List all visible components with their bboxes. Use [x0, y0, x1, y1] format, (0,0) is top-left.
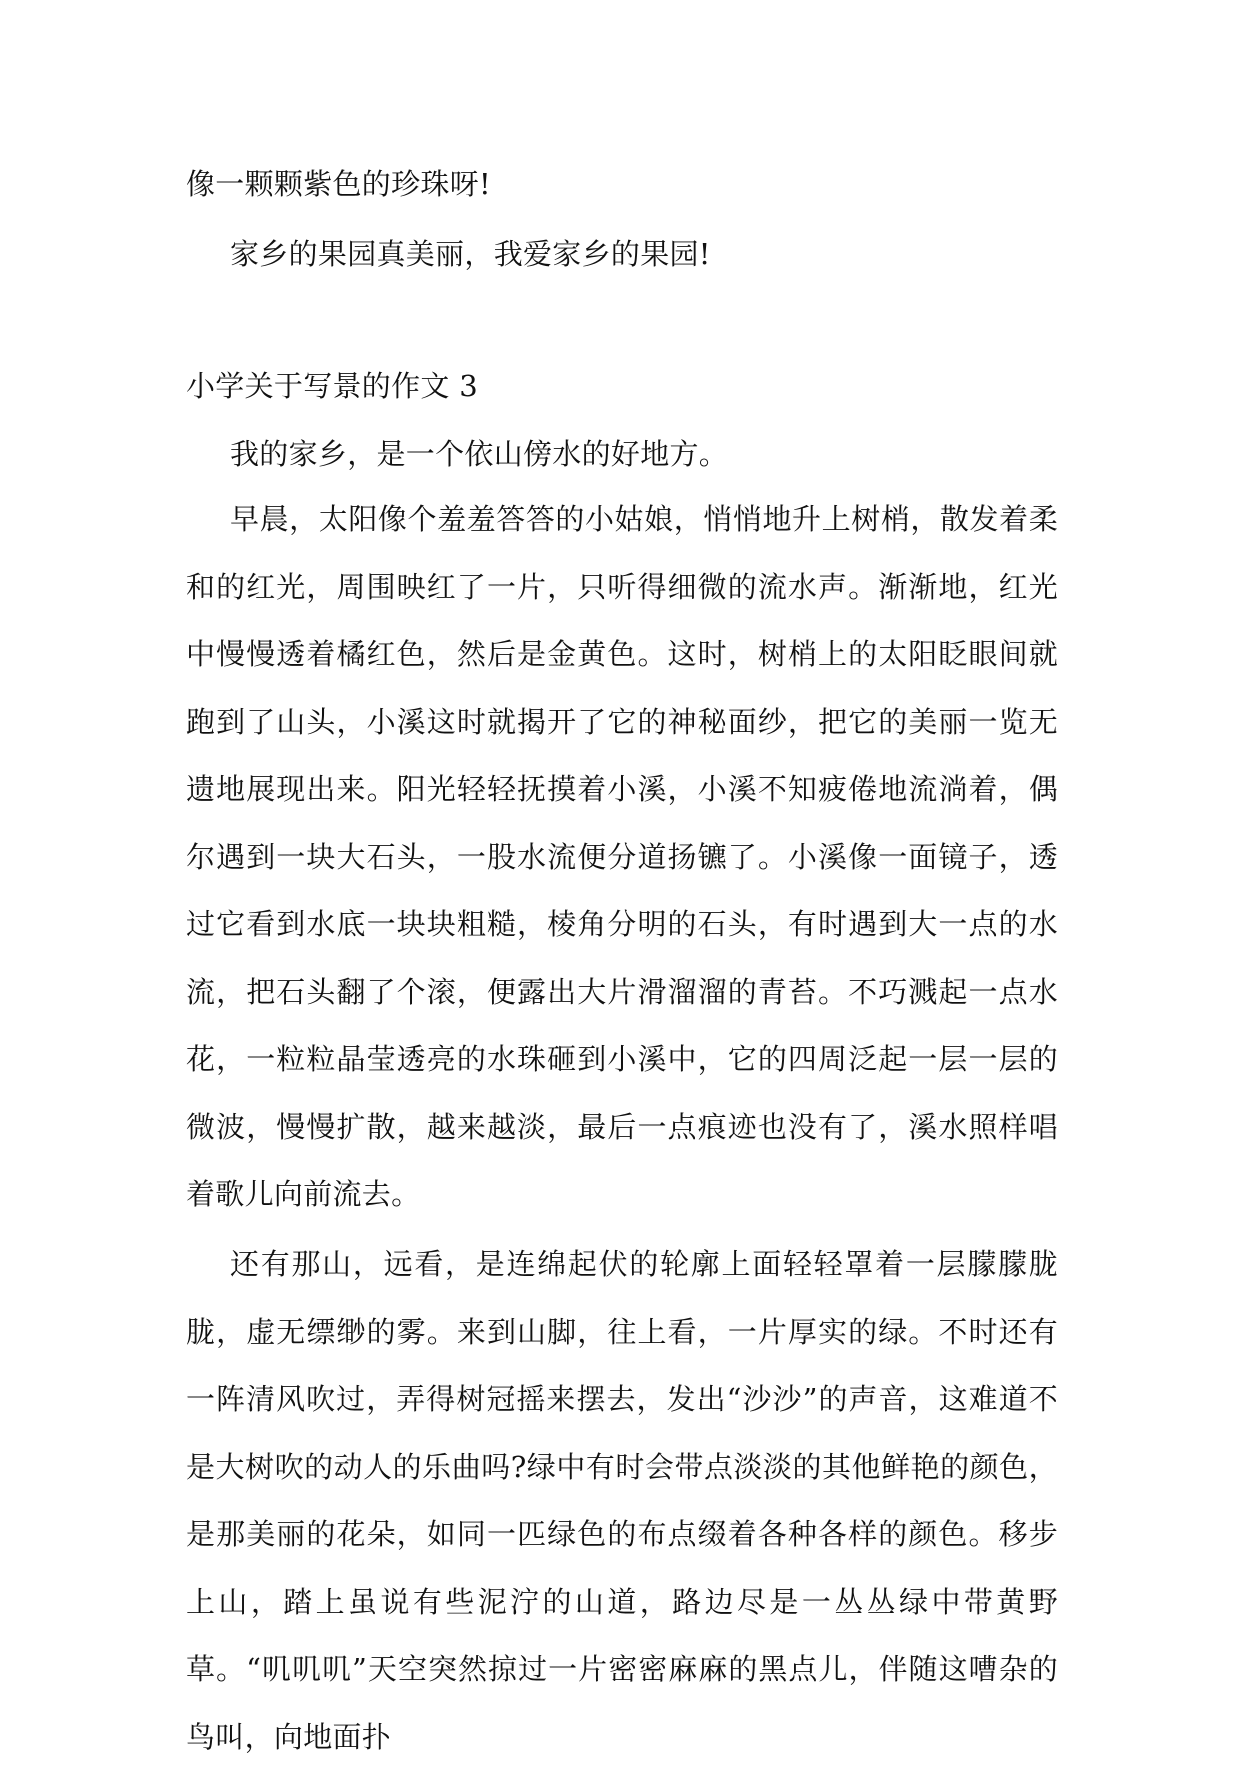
- paragraph-morning: 早晨，太阳像个羞羞答答的小姑娘，悄悄地升上树梢，散发着柔和的红光，周围映红了一片，只听得细微的流水声。渐渐地，红光中慢慢透着橘红色，然后是金黄色。这时，树梢上的太阳眨眼间就跑到了山头，小溪这时就揭开了它的神秘面纱，把它的美丽一览无遗地展现出来。阳光轻轻抚摸着小溪，小溪不知疲倦地流淌着，偶尔遇到一块大石头，一股水流便分道扬镳了。小溪像一面镜子，透过它看到水底一块块粗糙，棱角分明的石头，有时遇到大一点的水流，把石头翻了个滚，便露出大片滑溜溜的青苔。不巧溅起一点水花，一粒粒晶莹透亮的水珠砸到小溪中，它的四周泛起一层一层的微波，慢慢扩散，越来越淡，最后一点痕迹也没有了，溪水照样唱着歌儿向前流去。: [186, 502, 1058, 1211]
- paragraph-closing: 家乡的果园真美丽，我爱家乡的果园!: [230, 237, 711, 271]
- paragraph-continuation: 像一颗颗紫色的珍珠呀!: [186, 167, 491, 201]
- section-heading: 小学关于写景的作文 3: [186, 369, 478, 403]
- paragraph-mountain: 还有那山，远看，是连绵起伏的轮廓上面轻轻罩着一层朦朦胧胧，虚无缥缈的雾。来到山脚，往上看，一片厚实的绿。不时还有一阵清风吹过，弄得树冠摇来摆去，发出“沙沙”的声音，这难道不是大树吹的动人的乐曲吗?绿中有时会带点淡淡的其他鲜艳的颜色，是那美丽的花朵，如同一匹绿色的布点缀着各种各样的颜色。移步上山，踏上虽说有些泥泞的山道，路边尽是一丛丛绿中带黄野草。“叽叽叽”天空突然掠过一片密密麻麻的黑点儿，伴随这嘈杂的鸟叫，向地面扑: [186, 1247, 1058, 1754]
- paragraph-intro: 我的家乡，是一个依山傍水的好地方。: [230, 437, 729, 471]
